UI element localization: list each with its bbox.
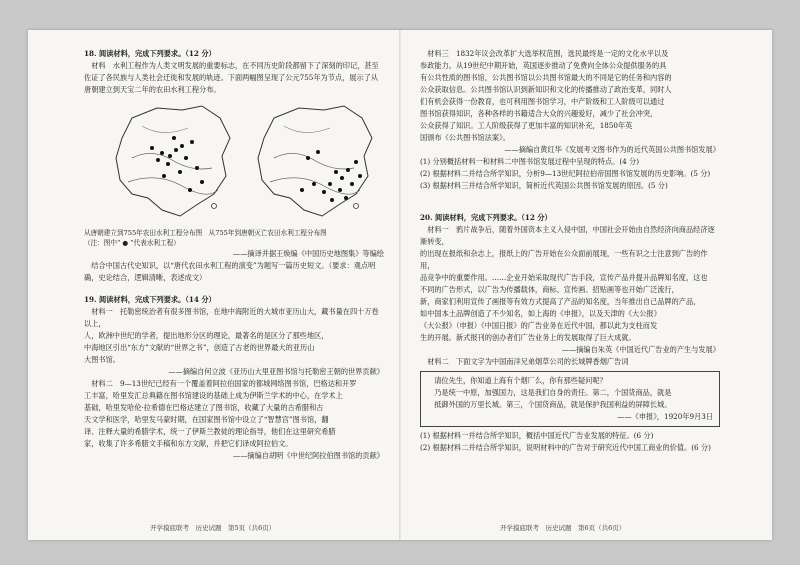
map-caption: 从唐朝建立到755年农田水利工程分布图 从755年到唐朝灭亡农田水利工程分布图 (84, 229, 327, 237)
q20-m2-intro: 材料二 下面文字为中国南洋兄弟烟草公司的长城牌香烟广告词 (427, 357, 629, 366)
right-page-footer: 开学摸底联考 历史试题 第6页（共6页） (500, 524, 626, 532)
q19-m3-line: 公众获得了知识。工人阶级获得了更加丰富的知识补充，1850年英 (420, 121, 633, 130)
ad-source: ——《申报》，1920年9月3日 (617, 412, 713, 421)
q19-m2-source: ——摘编自胡明《中世纪阿拉伯图书馆的贡献》 (233, 451, 384, 460)
q20-m1-line: 新，商家们利用宣传了画报等有效方式提高了产品的知名度，当年推出自己品牌的产品， (420, 297, 701, 306)
q19-m2-line: 天文学和医学，哈里发马蒙时期，在国家图书馆中设立了“智慧宫”图书馆，翻 (84, 415, 329, 424)
q19-m1-line: 中海地区引出“东方”文献的“世界之书”，创造了古老的世界最大的亚历山 (84, 343, 315, 352)
q19-m2-line: 家，收集了许多希腊文手稿和东方文献，并把它们译成阿拉伯文。 (84, 439, 293, 448)
q20-m1-line: 《大公报》（申报）《中国日报》的广告业务在近代中国，都以此为支柱而发 (420, 321, 658, 330)
ad-line: 请位先生，你知道上海有个烟厂么，你有那些疑问呢？ (434, 376, 607, 385)
q18-title: 18. 阅读材料，完成下列要求。（12 分） (84, 49, 216, 58)
q20-title: 20. 阅读材料，完成下列要求。（12 分） (420, 213, 552, 222)
q18-material: 材料 水利工程作为人类文明发展的重要标志，在不同历史阶段都留下了深刻的印记，甚至佐证了各民族与人类社会迁徙和发展的轨迹。下面两幅图呈现了公元755年为节点，展示了从唐朝建立到天宝二年的农田水利工程分布。 (84, 61, 379, 94)
left-page (84, 48, 384, 462)
q19-m3-line: 参政能力。从19世纪中期开始，英国逐步推动了免费向全体公众提供服务的具 (420, 61, 667, 70)
q19-question-3: (3) 根据材料三并结合所学知识，简析近代英国公共图书馆发展的原因。(5 分) (420, 181, 668, 190)
tang-map-before-755 (102, 98, 242, 226)
q20-m1-line: 如中国本土品牌创造了不少知名，如上海的《申报》，以及天津的《大公报》 (420, 309, 661, 318)
q19-m1-line: 大图书馆。 (84, 355, 120, 364)
q19-m3-line: 国颁布《公共图书馆法案》。 (420, 133, 510, 142)
q19-m3-line: 们有机会获得一份教育，也可利用图书馆学习，中产阶级和工人阶级可以通过 (420, 97, 665, 106)
page-fold (399, 30, 401, 540)
right-page (420, 48, 720, 454)
q19-m3-line: 公众获取信息。公共图书馆认识到新知识和文化的传播推动了政治变革，同时人 (420, 85, 672, 94)
q20-m1-line: 材料一 鸦片战争后，随着外国资本主义入侵中国，中国社会开始由自然经济向商品经济逐渐转变， (420, 225, 715, 246)
q20-m1-line: 生的开展。新式报刊的创办者们广告业务上的发展取得了巨大成就。 (420, 333, 636, 342)
q19-m2-line: 工丰富，哈里发汇总典籍在图书馆建设的基础上成为伊斯兰学术的中心，在学术上 (84, 391, 343, 400)
q18-requirement: 结合中国古代史知识，以“唐代农田水利工程的演变”为题写一篇历史短文。（要求：观点明确，史论结合，逻辑清晰，表述成文） (84, 261, 376, 282)
q19-m3-line: 材料三 1832年议会改革扩大选举权范围，选民最终是一定的文化水平以及 (427, 49, 669, 58)
q19-question-1: (1) 分别概括材料一和材料二中图书馆发展过程中呈现的特点。(4 分) (420, 157, 639, 166)
q19-m2-line: 基础，哈里发哈伦·拉希德在巴格达建立了图书馆，收藏了大量的古希腊和古 (84, 403, 324, 412)
q19-m3-source: ——摘编自黄红华《发展考文图书作为的近代英国公共图书馆发展》 (504, 145, 720, 154)
q19-m2-line: 材料二 9—13世纪已经有一个覆盖着阿拉伯国家的都城网络图书馆，巴格达和开罗 (91, 379, 357, 388)
q20-m1-line: 的出现在报纸和杂志上，报纸上的广告开始在公众面前展现，一些有识之士注意到广告的作用， (420, 249, 708, 270)
map-legend-note: （注：图中“ ● ”代表水利工程） (84, 239, 180, 247)
q19-m3-line: 有公共性质的图书馆，公共图书馆以公共图书馆最大的不同是它的任务和内容的 (420, 73, 672, 82)
left-page-footer: 开学摸底联考 历史试题 第5页（共6页） (150, 524, 276, 532)
q19-question-2: (2) 根据材料二并结合所学知识，分析9—13世纪阿拉伯帝国图书馆发展的历史影响。(5 分) (420, 169, 711, 178)
q19-m1-line: 材料一 托勒密统治者有很多图书馆，在地中海附近的大城市亚历山大，藏书量在四十万卷以上， (84, 307, 379, 328)
q20-m1-line: 不同的广告形式，以广告为传播载体，商标、宣传画、招贴画等也开始广泛流行， (420, 285, 679, 294)
q19-m1-source: ——摘编自何立波《亚历山大里亚图书馆与托勒密王朝的世界贡献》 (168, 367, 384, 376)
q19-m3-line: 图书馆获得知识，各种各样的书籍适合大众的兴趣爱好，减少了社会冲突， (420, 109, 658, 118)
ad-line: 抵御外国的万里长城。第三，个国货商品，就是保护我国利益的屏障长城。 (434, 400, 672, 409)
q20-m1-line: 品竞争中的重要作用。……企业开始采取现代广告手段，宣传产品并提升品牌知名度，这也 (420, 273, 708, 282)
ad-line: 乃是统一中原，加强国力，这是我们自身的责任。第二，个国货商品，就是 (434, 388, 672, 397)
q19-m2-line: 译、注释大量的希腊学术，统一了伊斯兰教徒的理论指导，他们在这里研究希腊 (84, 427, 336, 436)
q19-m1-line: 人，欧洲中世纪的学者，提出地形分区的理论，最著名的是区分了那些地区， (84, 331, 329, 340)
q20-question-2: (2) 根据材料二并结合所学知识，说明材料中的广告对于研究近代中国工商业的价值。(6 分) (420, 443, 711, 452)
q20-question-1: (1) 根据材料一并结合所学知识，概括中国近代广告业发展的特征。(6 分) (420, 431, 654, 440)
q18-source: ——摘译并据王焕编《中国历史地图集》等编绘 (233, 249, 384, 258)
q19-title: 19. 阅读材料，完成下列要求。（14 分） (84, 295, 216, 304)
q20-m1-source: ——摘编自朱英《中国近代广告业的产生与发展》 (561, 345, 720, 354)
q18-maps (84, 98, 384, 226)
advertisement-box (420, 371, 720, 427)
tang-map-after-755 (244, 98, 384, 226)
